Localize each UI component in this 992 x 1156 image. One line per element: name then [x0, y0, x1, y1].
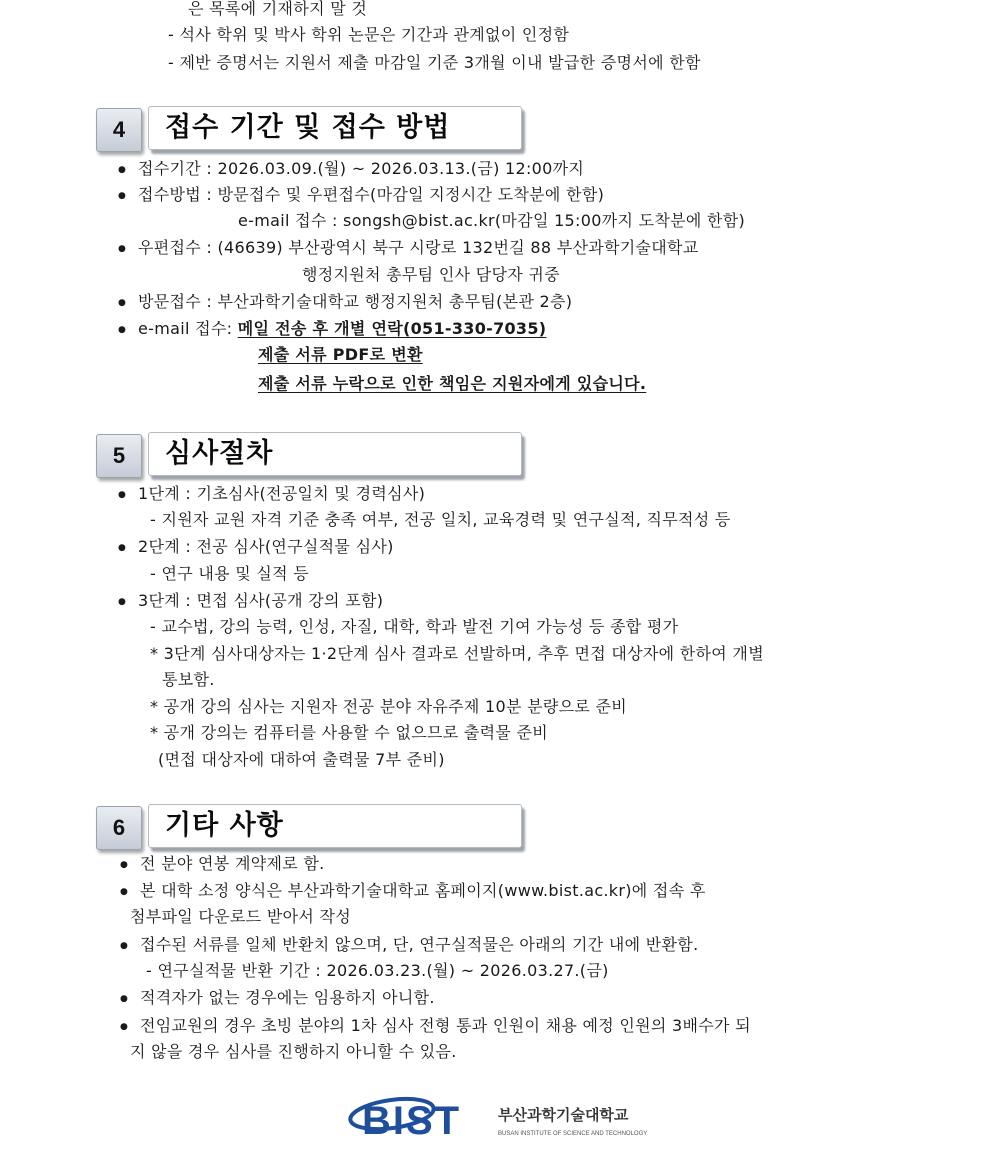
section-4-number: 4	[96, 108, 142, 152]
section-5-title-box	[148, 432, 522, 476]
s5-step1-detail: - 지원자 교원 자격 기준 충족 여부, 전공 일치, 교육경력 및 연구실적, 직무적성 등	[150, 510, 731, 529]
s6-item-1: ● 전 분야 연봉 계약제로 함.	[140, 853, 325, 875]
s4-mail: ● 우편접수 : (46639) 부산광역시 북구 시랑로 132번길 88 부산과학기술대학교	[138, 237, 699, 259]
s6-item-5: ● 전임교원의 경우 초빙 분야의 1차 심사 전형 통과 인원이 채용 예정 인원의 3배수가 되	[140, 1015, 751, 1037]
section-5-number: 5	[96, 434, 142, 478]
s5-note-2: * 공개 강의 심사는 지원자 전공 분야 자유주제 10분 분량으로 준비	[150, 697, 628, 716]
s4-email-note-1: 메일 전송 후 개별 연락(051-330-7035)	[237, 319, 547, 338]
s4-mail-to: 행정지원처 총무팀 인사 담당자 귀중	[302, 265, 560, 284]
s4-period: ● 접수기간 : 2026.03.09.(월) ~ 2026.03.13.(금) 12:00까지	[138, 158, 584, 180]
s6-item-2-cont: 첨부파일 다운로드 받아서 작성	[130, 907, 351, 926]
top-line-2: - 석사 학위 및 박사 학위 논문은 기간과 관계없이 인정함	[168, 25, 570, 44]
section-5-title: 심사절차	[165, 438, 274, 469]
s5-note-1: * 3단계 심사대상자는 1·2단계 심사 결과로 선발하며, 추후 면접 대상자에 한하여 개별	[150, 644, 764, 663]
s4-email-note-2: 제출 서류 PDF로 변환	[258, 345, 423, 364]
s5-note-3: * 공개 강의는 컴퓨터를 사용할 수 없으므로 출력물 준비	[150, 723, 549, 742]
s5-note-1-cont: 통보함.	[162, 670, 215, 689]
s5-note-3-cont: (면접 대상자에 대하여 출력물 7부 준비)	[158, 750, 445, 769]
s4-visit: ● 방문접수 : 부산과학기술대학교 행정지원처 총무팀(본관 2층)	[138, 291, 572, 313]
s5-step3: ● 3단계 : 면접 심사(공개 강의 포함)	[138, 590, 383, 612]
s4-method-email: e-mail 접수 : songsh@bist.ac.kr(마감일 15:00까지 도착분에 한함)	[238, 211, 746, 230]
s4-email-label: e-mail 접수:	[138, 319, 238, 338]
section-6-heading	[96, 804, 522, 852]
bist-logo-mark	[348, 1092, 668, 1142]
section-6-number: 6	[96, 806, 142, 850]
section-4-title-box	[148, 106, 522, 150]
logo-text: BIST	[362, 1099, 462, 1142]
s6-item-4: ● 적격자가 없는 경우에는 임용하지 아니함.	[140, 987, 435, 1009]
s5-step1: ● 1단계 : 기초심사(전공일치 및 경력심사)	[138, 483, 425, 505]
s6-item-3: ● 접수된 서류를 일체 반환치 않으며, 단, 연구실적물은 아래의 기간 내에 반환함.	[140, 934, 698, 956]
section-6-title-box	[148, 804, 522, 848]
logo-name-en: BUSAN INSTITUTE OF SCIENCE AND TECHNOLOGY	[498, 1131, 648, 1137]
s5-step3-detail: - 교수법, 강의 능력, 인성, 자질, 대학, 학과 발전 기여 가능성 등 종합 평가	[150, 617, 679, 636]
s4-method: ● 접수방법 : 방문접수 및 우편접수(마감일 지정시간 도착분에 한함)	[138, 184, 604, 206]
section-6-title: 기타 사항	[165, 810, 284, 841]
section-4-heading	[96, 106, 522, 154]
bist-logo	[348, 1092, 668, 1142]
top-line-1: 은 목록에 기재하지 말 것	[188, 0, 368, 18]
s5-step2: ● 2단계 : 전공 심사(연구실적물 심사)	[138, 536, 394, 558]
section-5-heading	[96, 432, 522, 480]
s6-item-3-detail: - 연구실적물 반환 기간 : 2026.03.23.(월) ~ 2026.03.27.(금)	[146, 961, 609, 980]
s6-item-5-cont: 지 않을 경우 심사를 진행하지 아니할 수 있음.	[130, 1042, 457, 1061]
s6-item-2: ● 본 대학 소정 양식은 부산과학기술대학교 홈페이지(www.bist.ac.kr)에 접속 후	[140, 880, 706, 902]
logo-name-kr: 부산과학기술대학교	[498, 1106, 629, 1124]
section-4-title: 접수 기간 및 접수 방법	[165, 112, 451, 143]
s4-email-note-3: 제출 서류 누락으로 인한 책임은 지원자에게 있습니다.	[258, 374, 647, 393]
s5-step2-detail: - 연구 내용 및 실적 등	[150, 564, 310, 583]
top-line-3: - 제반 증명서는 지원서 제출 마감일 기준 3개월 이내 발급한 증명서에 한함	[168, 53, 701, 72]
s4-email	[138, 318, 546, 340]
